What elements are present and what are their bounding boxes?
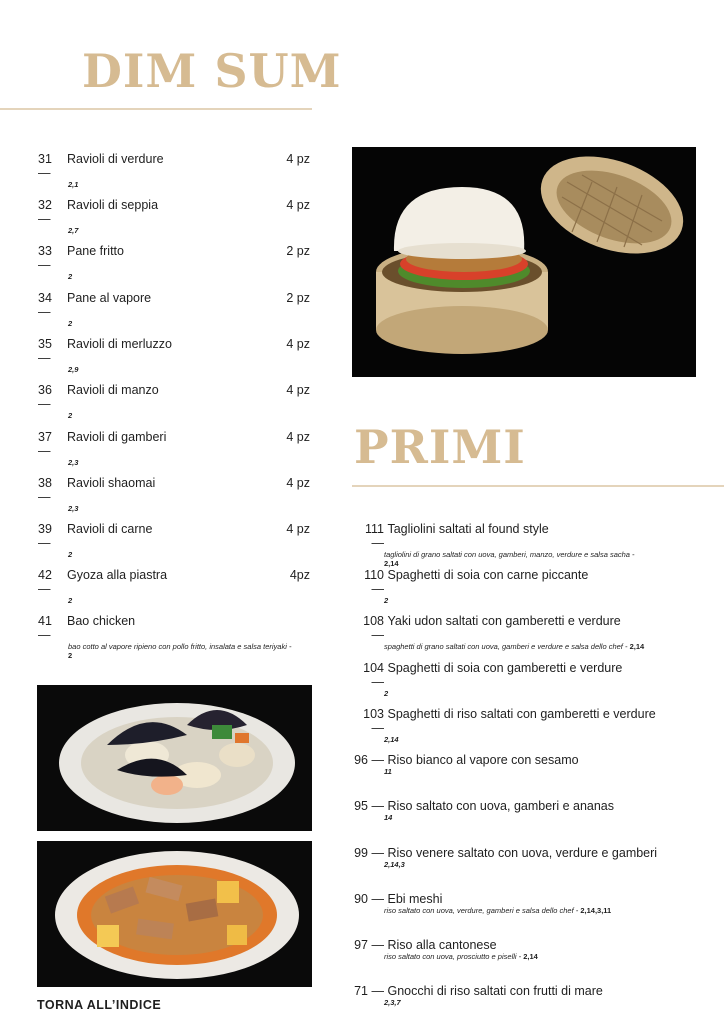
list-item <box>350 568 724 605</box>
item-number: 42 — <box>38 568 52 596</box>
back-to-index-link[interactable]: TORNA ALL’INDICE <box>37 998 162 1012</box>
item-name: Spaghetti di soia con gamberetti e verdure <box>387 661 623 675</box>
item-number: 32 — <box>38 198 52 226</box>
list-item <box>38 291 310 328</box>
list-item <box>38 568 310 605</box>
item-allergens: 2 <box>68 651 73 660</box>
item-name: Riso saltato con uova, gamberi e ananas <box>387 799 615 813</box>
item-allergens: 2,14 <box>384 735 399 744</box>
list-item <box>350 938 724 961</box>
item-number: 95 — <box>354 799 384 813</box>
item-quantity: 4 pz <box>286 522 310 536</box>
item-name: Ebi meshi <box>387 892 443 906</box>
list-item <box>38 383 310 420</box>
list-item <box>38 522 310 559</box>
description-text: tagliolini di grano saltati con uova, gamberi, manzo, verdure e salsa sacha - <box>384 550 635 559</box>
item-name: Ravioli shaomai <box>67 476 156 490</box>
item-allergens: 2,14,3 <box>384 860 405 869</box>
list-item <box>38 198 310 235</box>
list-item <box>350 707 724 744</box>
item-number: 37 — <box>38 430 52 458</box>
list-item <box>350 892 724 915</box>
item-allergens: 11 <box>384 767 392 776</box>
item-name: Ravioli di gamberi <box>67 430 167 444</box>
item-name: Bao chicken <box>67 614 136 628</box>
item-number: 99 — <box>354 846 384 860</box>
dim-sum-divider <box>0 108 312 110</box>
item-name: Yaki udon saltati con gamberetti e verdure <box>387 614 621 628</box>
item-allergens: 2 <box>68 319 73 328</box>
item-quantity: 4pz <box>289 568 310 582</box>
item-allergens: 2 <box>384 596 389 605</box>
item-number: 111 — <box>364 522 384 550</box>
item-number: 31 — <box>38 152 52 180</box>
item-number: 108 — <box>363 614 384 642</box>
list-item <box>38 337 310 374</box>
item-name: Ravioli di verdure <box>67 152 164 166</box>
item-quantity <box>270 614 310 642</box>
list-item <box>350 522 724 568</box>
item-quantity: 4 pz <box>286 383 310 397</box>
item-name: Tagliolini saltati al found style <box>387 522 549 536</box>
list-item <box>350 614 724 651</box>
description-text: spaghetti di grano saltati con uova, gamberi e verdure e salsa dello chef - <box>384 642 630 651</box>
item-allergens: 2,3,7 <box>384 998 401 1007</box>
item-quantity: 4 pz <box>286 198 310 212</box>
item-quantity: 4 pz <box>286 476 310 490</box>
list-item <box>350 984 724 1007</box>
dim-sum-title: DIM SUM <box>82 44 342 98</box>
item-number: 96 — <box>354 753 384 767</box>
item-name: Ravioli di merluzzo <box>67 337 172 351</box>
item-name: Ravioli di manzo <box>67 383 159 397</box>
item-allergens: 2,14,3,11 <box>580 906 612 915</box>
item-quantity: 4 pz <box>286 152 310 166</box>
seafood-photo <box>37 685 312 831</box>
item-number: 34 — <box>38 291 52 319</box>
item-allergens: 2,7 <box>68 226 79 235</box>
list-item <box>350 799 724 822</box>
item-number: 35 — <box>38 337 52 365</box>
item-number: 41 — <box>38 614 52 642</box>
item-allergens: 2 <box>68 550 73 559</box>
list-item <box>38 430 310 467</box>
item-number: 110 — <box>364 568 384 596</box>
item-name: Gyoza alla piastra <box>67 568 168 582</box>
sweet-sour-photo <box>37 841 312 987</box>
item-description <box>384 642 714 651</box>
item-name: Spaghetti di riso saltati con gamberetti e verdure <box>387 707 656 721</box>
item-name: Spaghetti di soia con carne piccante <box>387 568 589 582</box>
item-allergens: 2 <box>384 689 389 698</box>
item-number: 104 — <box>363 661 384 689</box>
item-name: Pane al vapore <box>67 291 152 305</box>
item-allergens: 2,9 <box>68 365 79 374</box>
bao-photo <box>352 147 696 377</box>
item-number: 103 — <box>363 707 384 735</box>
item-name: Riso bianco al vapore con sesamo <box>387 753 579 767</box>
description-text: bao cotto al vapore ripieno con pollo fritto, insalata e salsa teriyaki - <box>68 642 292 651</box>
item-number: 38 — <box>38 476 52 504</box>
item-allergens: 2,14 <box>523 952 538 961</box>
list-item <box>38 152 310 189</box>
item-number: 71 — <box>354 984 384 998</box>
item-number: 33 — <box>38 244 52 272</box>
item-allergens: 2,3 <box>68 458 79 467</box>
item-allergens: 2 <box>68 272 73 281</box>
item-description <box>384 906 714 915</box>
item-name: Riso alla cantonese <box>387 938 497 952</box>
item-number: 97 — <box>354 938 384 952</box>
item-allergens: 14 <box>384 813 393 822</box>
item-name: Riso venere saltato con uova, verdure e gamberi <box>387 846 658 860</box>
item-quantity: 4 pz <box>286 337 310 351</box>
list-item <box>38 244 310 281</box>
item-allergens: 2 <box>68 596 73 605</box>
list-item <box>350 753 724 776</box>
item-name: Gnocchi di riso saltati con frutti di mare <box>387 984 603 998</box>
description-text: riso saltato con uova, verdure, gamberi e salsa dello chef - <box>384 906 581 915</box>
item-quantity: 2 pz <box>286 291 310 305</box>
primi-title: PRIMI <box>354 420 526 474</box>
item-allergens: 2,1 <box>68 180 79 189</box>
item-quantity: 4 pz <box>286 430 310 444</box>
item-number: 39 — <box>38 522 52 550</box>
list-item <box>350 846 724 869</box>
item-allergens: 2,3 <box>68 504 79 513</box>
item-description <box>68 642 293 660</box>
list-item <box>38 614 310 660</box>
item-description <box>384 952 714 961</box>
item-allergens: 2 <box>68 411 73 420</box>
item-name: Pane fritto <box>67 244 124 258</box>
list-item <box>350 661 724 698</box>
item-name: Ravioli di carne <box>67 522 153 536</box>
description-text: riso saltato con uova, prosciutto e piselli - <box>384 952 524 961</box>
item-allergens: 2,14 <box>629 642 645 651</box>
item-allergens: 2,14 <box>384 559 399 568</box>
item-description <box>384 550 644 568</box>
item-name: Ravioli di seppia <box>67 198 159 212</box>
list-item <box>38 476 310 513</box>
item-number: 36 — <box>38 383 52 411</box>
item-quantity: 2 pz <box>286 244 310 258</box>
item-number: 90 — <box>354 892 384 906</box>
primi-divider <box>352 485 724 487</box>
